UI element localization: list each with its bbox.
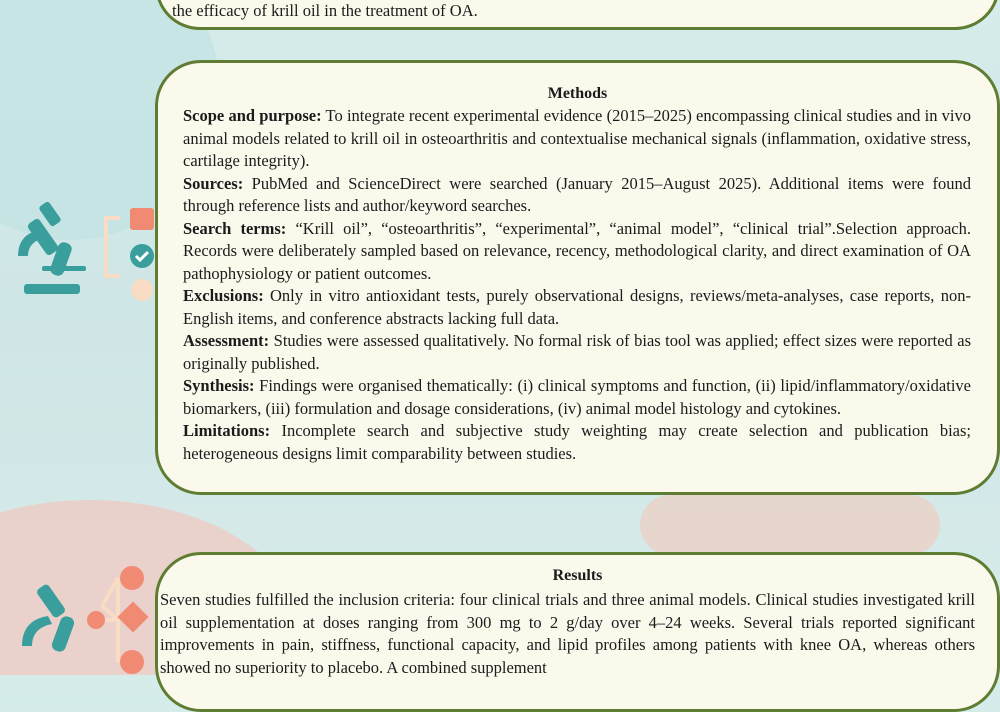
methods-section <box>183 375 971 420</box>
methods-box <box>155 60 1000 495</box>
bg-blob-peach <box>640 495 940 555</box>
section-text: Studies were assessed qualitatively. No formal risk of bias tool was applied; effect sizes were reported as originally published. <box>183 331 971 373</box>
section-text: Findings were organised thematically: (i) clinical symptoms and function, (ii) lipid/inflammatory/oxidative biomarkers, (iii) formulation and dosage considerations, (iv) animal model histology and cytokines. <box>183 376 971 418</box>
microscope-checklist-icon <box>12 196 162 306</box>
section-text: “Krill oil”, “osteoarthritis”, “experimental”, “animal model”, “clinical trial”.Selection approach. Records were deliberately sampled based on relevance, recency, methodological clarity, and direct examination of OA pathophysiology or patient outcomes. <box>183 218 972 283</box>
methods-section <box>183 330 971 375</box>
section-label: Limitations: <box>183 421 271 440</box>
top-summary-text: the efficacy of krill oil in the treatment of OA. <box>172 1 478 20</box>
section-label: Assessment: <box>183 331 270 350</box>
methods-section <box>183 105 971 173</box>
methods-body <box>183 105 971 465</box>
section-label: Sources: <box>183 173 244 193</box>
section-label: Synthesis: <box>183 376 255 395</box>
methods-section <box>183 285 971 330</box>
methods-heading: Methods <box>547 85 608 102</box>
section-text: PubMed and ScienceDirect were searched (January 2015–August 2025). Additional items were found through reference lists and author/keyword searches. <box>183 173 971 215</box>
section-text: To integrate recent experimental evidence (2015–2025) encompassing clinical studies and in vivo animal models related to krill oil in osteoarthritis and contextualise mechanical signals (inflammation, oxidative stress, cartilage integrity). <box>183 106 971 170</box>
results-heading: Results <box>552 567 603 584</box>
section-text: Only in vitro antioxidant tests, purely observational designs, reviews/meta-analyses, case reports, non-English items, and conference abstracts lacking full data. <box>183 286 971 328</box>
methods-section <box>183 173 971 218</box>
methods-section <box>183 420 971 465</box>
section-label: Scope and purpose: <box>183 106 322 125</box>
microscope-network-icon <box>14 566 164 676</box>
section-label: Search terms: <box>183 218 287 238</box>
section-text: Incomplete search and subjective study weighting may create selection and publication bias; heterogeneous designs limit comparability between studies. <box>183 421 971 463</box>
top-summary-box <box>155 0 1000 30</box>
methods-section <box>183 218 971 286</box>
results-box <box>155 552 1000 712</box>
section-label: Exclusions: <box>183 286 264 305</box>
results-body: Seven studies fulfilled the inclusion criteria: four clinical trials and three animal models. Clinical studies investigated krill oil supplementation at doses ranging from 300 mg to 2 g/day over 4–24 weeks. Several trials reported significant improvements in pain, stiffness, functional capacity, and lipid profiles among patients with knee OA, whereas others showed no superiority to placebo. A combined supplement <box>160 590 975 677</box>
